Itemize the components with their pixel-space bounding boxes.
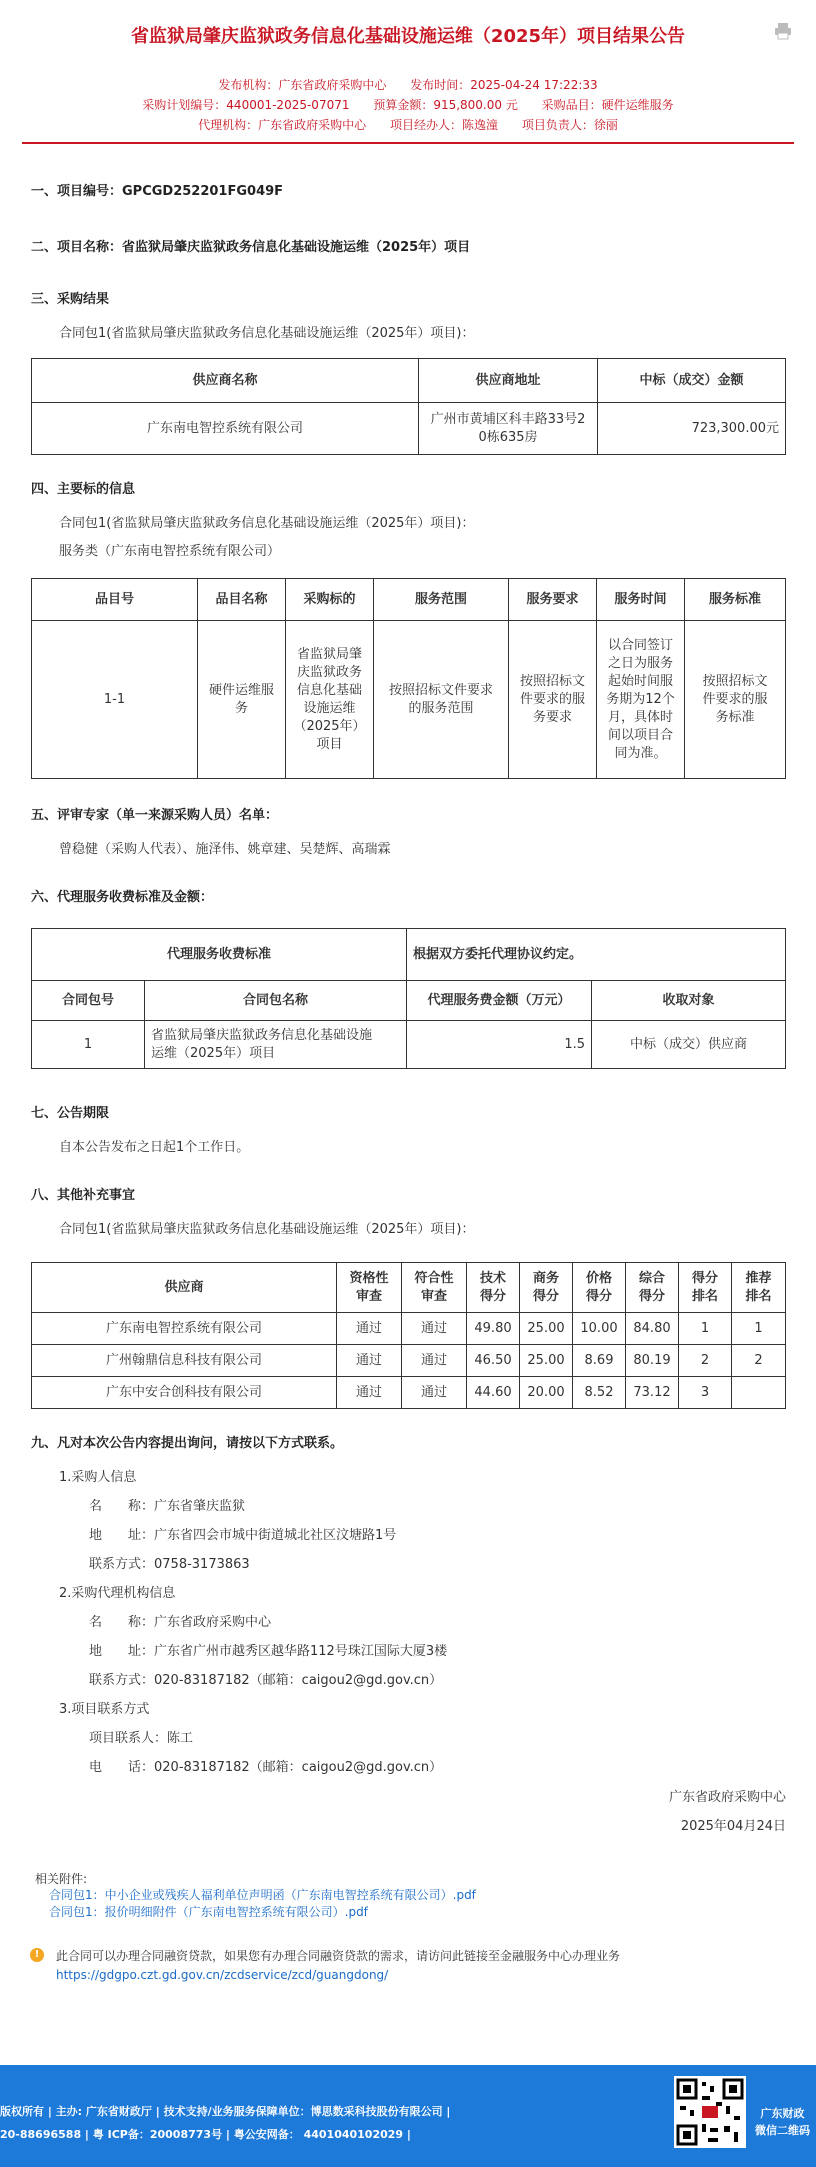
- cell: 1: [679, 1313, 732, 1345]
- th-recommend: 推荐 排名: [732, 1263, 786, 1313]
- attachment-link[interactable]: 合同包1：报价明细附件（广东南电智控系统有限公司）.pdf: [49, 1905, 368, 1919]
- th-package-no: 合同包号: [32, 981, 145, 1021]
- handler: 项目经办人：陈逸潼: [389, 118, 498, 132]
- cell: 10.00: [573, 1313, 626, 1345]
- cell: [732, 1377, 786, 1409]
- package-name: 省监狱局肇庆监狱政务信息化基础设施 运维（2025年）项目: [145, 1021, 407, 1069]
- notice-link[interactable]: https://gdgpo.czt.gd.gov.cn/zcdservice/zcd/guangdong/: [56, 1968, 389, 1982]
- divider: [22, 142, 794, 144]
- th-package-name: 合同包名称: [145, 981, 407, 1021]
- th-biz-score: 商务 得分: [520, 1263, 573, 1313]
- th-requirement: 服务要求: [509, 579, 597, 621]
- qr-code-icon: [674, 2076, 746, 2148]
- cell: 通过: [337, 1313, 402, 1345]
- th-scope: 服务范围: [374, 579, 509, 621]
- payer: 中标（成交）供应商: [592, 1021, 786, 1069]
- supplement-package: 合同包1(省监狱局肇庆监狱政务信息化基础设施运维（2025年）项目)：: [59, 1222, 475, 1237]
- cell: 49.80: [467, 1313, 520, 1345]
- agency-phone: 联系方式：020-83187182（邮箱：caigou2@gd.gov.cn）: [89, 1673, 443, 1688]
- cell: 8.52: [573, 1377, 626, 1409]
- item-standard: 按照招标文 件要求的服 务标准: [685, 621, 786, 779]
- th-total-score: 综合 得分: [626, 1263, 679, 1313]
- cell: 通过: [402, 1345, 467, 1377]
- th-time: 服务时间: [597, 579, 685, 621]
- agency-title: 2.采购代理机构信息: [59, 1586, 176, 1601]
- th-tech-score: 技术 得分: [467, 1263, 520, 1313]
- cell: 广东南电智控系统有限公司: [32, 1313, 337, 1345]
- signature-org: 广东省政府采购中心: [668, 1790, 786, 1805]
- cell: 80.19: [626, 1345, 679, 1377]
- section-items: 四、主要标的信息: [31, 482, 136, 497]
- project-contact-title: 3.项目联系方式: [59, 1702, 150, 1717]
- item-table: [31, 578, 786, 779]
- cell: 广州翰鼎信息科技有限公司: [32, 1345, 337, 1377]
- attachments-label: 相关附件:: [35, 1872, 88, 1886]
- result-package: 合同包1(省监狱局肇庆监狱政务信息化基础设施运维（2025年）项目)：: [59, 326, 475, 341]
- meta-line-2: [0, 96, 816, 113]
- item-name: 硬件运维服 务: [198, 621, 286, 779]
- cell: 1: [732, 1313, 786, 1345]
- project-lead: 项目负责人：徐丽: [521, 118, 618, 132]
- items-package: 合同包1(省监狱局肇庆监狱政务信息化基础设施运维（2025年）项目)：: [59, 516, 475, 531]
- warning-icon: !: [30, 1948, 44, 1962]
- attachment-link[interactable]: 合同包1：中小企业或残疾人福利单位声明函（广东南电智控系统有限公司）.pdf: [49, 1888, 476, 1902]
- section-result: 三、采购结果: [31, 292, 110, 307]
- cell: 广东中安合创科技有限公司: [32, 1377, 337, 1409]
- print-icon[interactable]: [774, 22, 792, 40]
- cell: 3: [679, 1377, 732, 1409]
- period-text: 自本公告发布之日起1个工作日。: [59, 1140, 250, 1155]
- supplier-address: 广州市黄埔区科丰路33号2 0栋635房: [419, 403, 598, 455]
- cell: 2: [732, 1345, 786, 1377]
- cell: 25.00: [520, 1313, 573, 1345]
- category: 采购品目：硬件运维服务: [541, 98, 674, 112]
- cell: 通过: [337, 1345, 402, 1377]
- package-no: 1: [32, 1021, 145, 1069]
- item-scope: 按照招标文件要求 的服务范围: [374, 621, 509, 779]
- table-row: [32, 621, 786, 779]
- buyer-phone: 联系方式：0758-3173863: [89, 1557, 250, 1572]
- qr-label: [755, 2105, 810, 2139]
- agency-address: 地 址：广东省广州市越秀区越华路112号珠江国际大厦3楼: [89, 1644, 448, 1659]
- footer-icp: 20-88696588 | 粤 ICP备：20008773号 | 粤公安网备： 4401040102029 |: [0, 2128, 411, 2141]
- table-row: [32, 403, 786, 455]
- buyer-address: 地 址：广东省四会市城中街道城北社区汶塘路1号: [89, 1528, 397, 1543]
- th-fee-amount: 代理服务费金额（万元）: [407, 981, 592, 1021]
- fee-amount: 1.5: [407, 1021, 592, 1069]
- cell: 84.80: [626, 1313, 679, 1345]
- cell: 73.12: [626, 1377, 679, 1409]
- agency: 代理机构：广东省政府采购中心: [198, 118, 367, 132]
- award-amount: 723,300.00元: [598, 403, 786, 455]
- th-supplier: 供应商名称: [32, 359, 419, 403]
- cell: 通过: [402, 1313, 467, 1345]
- meta-line-3: [0, 116, 816, 133]
- items-type: 服务类（广东南电智控系统有限公司）: [59, 544, 281, 559]
- buyer-name: 名 称：广东省肇庆监狱: [89, 1499, 246, 1514]
- buyer-title: 1.采购人信息: [59, 1470, 137, 1485]
- notice-text: 此合同可以办理合同融资贷款，如果您有办理合同融资贷款的需求，请访问此链接至金融服务中心办理业务: [56, 1949, 621, 1963]
- fee-standard-label: 代理服务收费标准: [32, 929, 407, 981]
- cell: 8.69: [573, 1345, 626, 1377]
- agency-name: 名 称：广东省政府采购中心: [89, 1615, 272, 1630]
- signature-date: 2025年04月24日: [680, 1819, 786, 1834]
- cell: 通过: [337, 1377, 402, 1409]
- th-rank: 得分 排名: [679, 1263, 732, 1313]
- fee-standard-value: 根据双方委托代理协议约定。: [407, 929, 786, 981]
- section-project-number: 一、项目编号：GPCGD252201FG049F: [31, 184, 284, 199]
- publish-time: 发布时间：2025-04-24 17:22:33: [410, 78, 598, 92]
- page-title: 省监狱局肇庆监狱政务信息化基础设施运维（2025年）项目结果公告: [130, 26, 686, 47]
- qr-label-2: 微信二维码: [755, 2124, 810, 2137]
- section-agency-fee: 六、代理服务收费标准及金额：: [31, 890, 214, 905]
- fee-table: [31, 928, 786, 1069]
- table-row: [32, 1021, 786, 1069]
- th-payer: 收取对象: [592, 981, 786, 1021]
- table-row: [32, 1345, 786, 1377]
- item-requirement: 按照招标文 件要求的服 务要求: [509, 621, 597, 779]
- meta-line-1: [0, 76, 816, 93]
- th-target: 采购标的: [286, 579, 374, 621]
- cell: 通过: [402, 1377, 467, 1409]
- th-item-name: 品目名称: [198, 579, 286, 621]
- site-footer: [0, 2065, 816, 2167]
- th-price-score: 价格 得分: [573, 1263, 626, 1313]
- cell: 20.00: [520, 1377, 573, 1409]
- table-row: [32, 1377, 786, 1409]
- plan-number: 采购计划编号：440001-2025-07071: [142, 98, 350, 112]
- cell: 25.00: [520, 1345, 573, 1377]
- section-experts: 五、评审专家（单一来源采购人员）名单：: [31, 808, 279, 823]
- result-table: [31, 358, 786, 455]
- supplier-name: 广东南电智控系统有限公司: [32, 403, 419, 455]
- score-table: [31, 1262, 786, 1409]
- cell: 46.50: [467, 1345, 520, 1377]
- th-supplier: 供应商: [32, 1263, 337, 1313]
- experts-list: 曾稳健（采购人代表）、施泽伟、姚章建、吴楚辉、高瑞霖: [59, 842, 391, 857]
- item-target: 省监狱局肇 庆监狱政务 信息化基础 设施运维 （2025年） 项目: [286, 621, 374, 779]
- section-project-name: 二、项目名称：省监狱局肇庆监狱政务信息化基础设施运维（2025年）项目: [31, 240, 471, 255]
- publisher: 发布机构：广东省政府采购中心: [218, 78, 387, 92]
- section-contact: 九、凡对本次公告内容提出询问，请按以下方式联系。: [31, 1436, 344, 1451]
- item-no: 1-1: [32, 621, 198, 779]
- item-time: 以合同签订 之日为服务 起始时间服 务期为12个 月，具体时 间以项目合 同为准。: [597, 621, 685, 779]
- th-standard: 服务标准: [685, 579, 786, 621]
- th-address: 供应商地址: [419, 359, 598, 403]
- table-row: [32, 1313, 786, 1345]
- cell: 2: [679, 1345, 732, 1377]
- section-supplement: 八、其他补充事宜: [31, 1188, 136, 1203]
- th-item-no: 品目号: [32, 579, 198, 621]
- th-amount: 中标（成交）金额: [598, 359, 786, 403]
- th-compliance: 符合性 审查: [402, 1263, 467, 1313]
- th-qualification: 资格性 审查: [337, 1263, 402, 1313]
- footer-copyright: 版权所有 | 主办: 广东省财政厅 | 技术支持/业务服务保障单位：博思数采科技股份有限公司 |: [0, 2105, 451, 2118]
- budget: 预算金额：915,800.00 元: [373, 98, 518, 112]
- project-contact-phone: 电 话：020-83187182（邮箱：caigou2@gd.gov.cn）: [89, 1760, 443, 1775]
- qr-label-1: 广东财政: [760, 2107, 805, 2120]
- cell: 44.60: [467, 1377, 520, 1409]
- section-period: 七、公告期限: [31, 1106, 110, 1121]
- project-contact-person: 项目联系人：陈工: [89, 1731, 194, 1746]
- attachments: [35, 1870, 476, 1921]
